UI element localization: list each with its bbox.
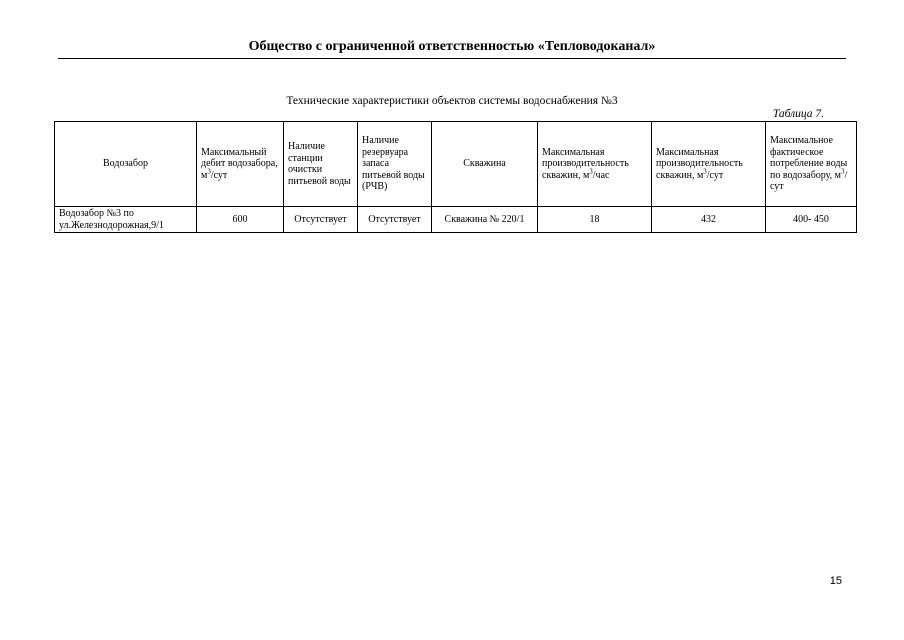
header-prod-day-sup: 3	[703, 167, 707, 176]
table-title: Технические характеристики объектов системы водоснабжения №3	[286, 95, 618, 107]
header-rule	[58, 58, 846, 59]
table-row	[55, 207, 857, 233]
header-prod-day-text: Максимальная производительность скважин, м	[656, 146, 743, 181]
page-number: 15	[829, 575, 842, 587]
organization-title: Общество с ограниченной ответственностью «Тепловодоканал»	[248, 39, 656, 54]
header-intake: Водозабор	[55, 122, 197, 207]
header-well: Скважина	[432, 122, 538, 207]
table-number: Таблица 7.	[772, 108, 824, 120]
table-header-row	[55, 122, 857, 207]
header-actual	[766, 122, 857, 207]
header-actual-text: Максимальное фактическое потребление воды по водозабору, м	[770, 135, 848, 181]
cell-reservoir: Отсутствует	[358, 207, 432, 233]
header-max-debit-sup: 3	[207, 167, 211, 176]
header-prod-hour	[538, 122, 652, 207]
cell-intake: Водозабор №3 по ул.Железнодорожная,9/1	[55, 207, 197, 233]
cell-well: Скважина № 220/1	[432, 207, 538, 233]
cell-prod-day: 432	[652, 207, 766, 233]
cell-max-debit: 600	[197, 207, 284, 233]
header-max-debit-text: Максимальный дебит водозабора, м	[201, 146, 278, 181]
cell-treatment: Отсутствует	[284, 207, 358, 233]
header-prod-day	[652, 122, 766, 207]
header-actual-unit: /сут	[770, 169, 848, 193]
header-prod-day-unit: /сут	[706, 169, 724, 181]
cell-prod-hour: 18	[538, 207, 652, 233]
header-prod-hour-text: Максимальная производительность скважин, м	[542, 146, 629, 181]
header-prod-hour-sup: 3	[589, 167, 593, 176]
header-max-debit-unit: /сут	[210, 169, 228, 181]
header-prod-hour-unit: /час	[592, 169, 610, 181]
header-max-debit	[197, 122, 284, 207]
header-treatment: Наличие станции очистки питьевой воды	[284, 122, 358, 207]
header-reservoir: Наличие резервуара запаса питьевой воды (РЧВ)	[358, 122, 432, 207]
water-supply-table	[54, 121, 857, 233]
cell-actual: 400- 450	[766, 207, 857, 233]
header-actual-sup: 3	[840, 167, 845, 176]
